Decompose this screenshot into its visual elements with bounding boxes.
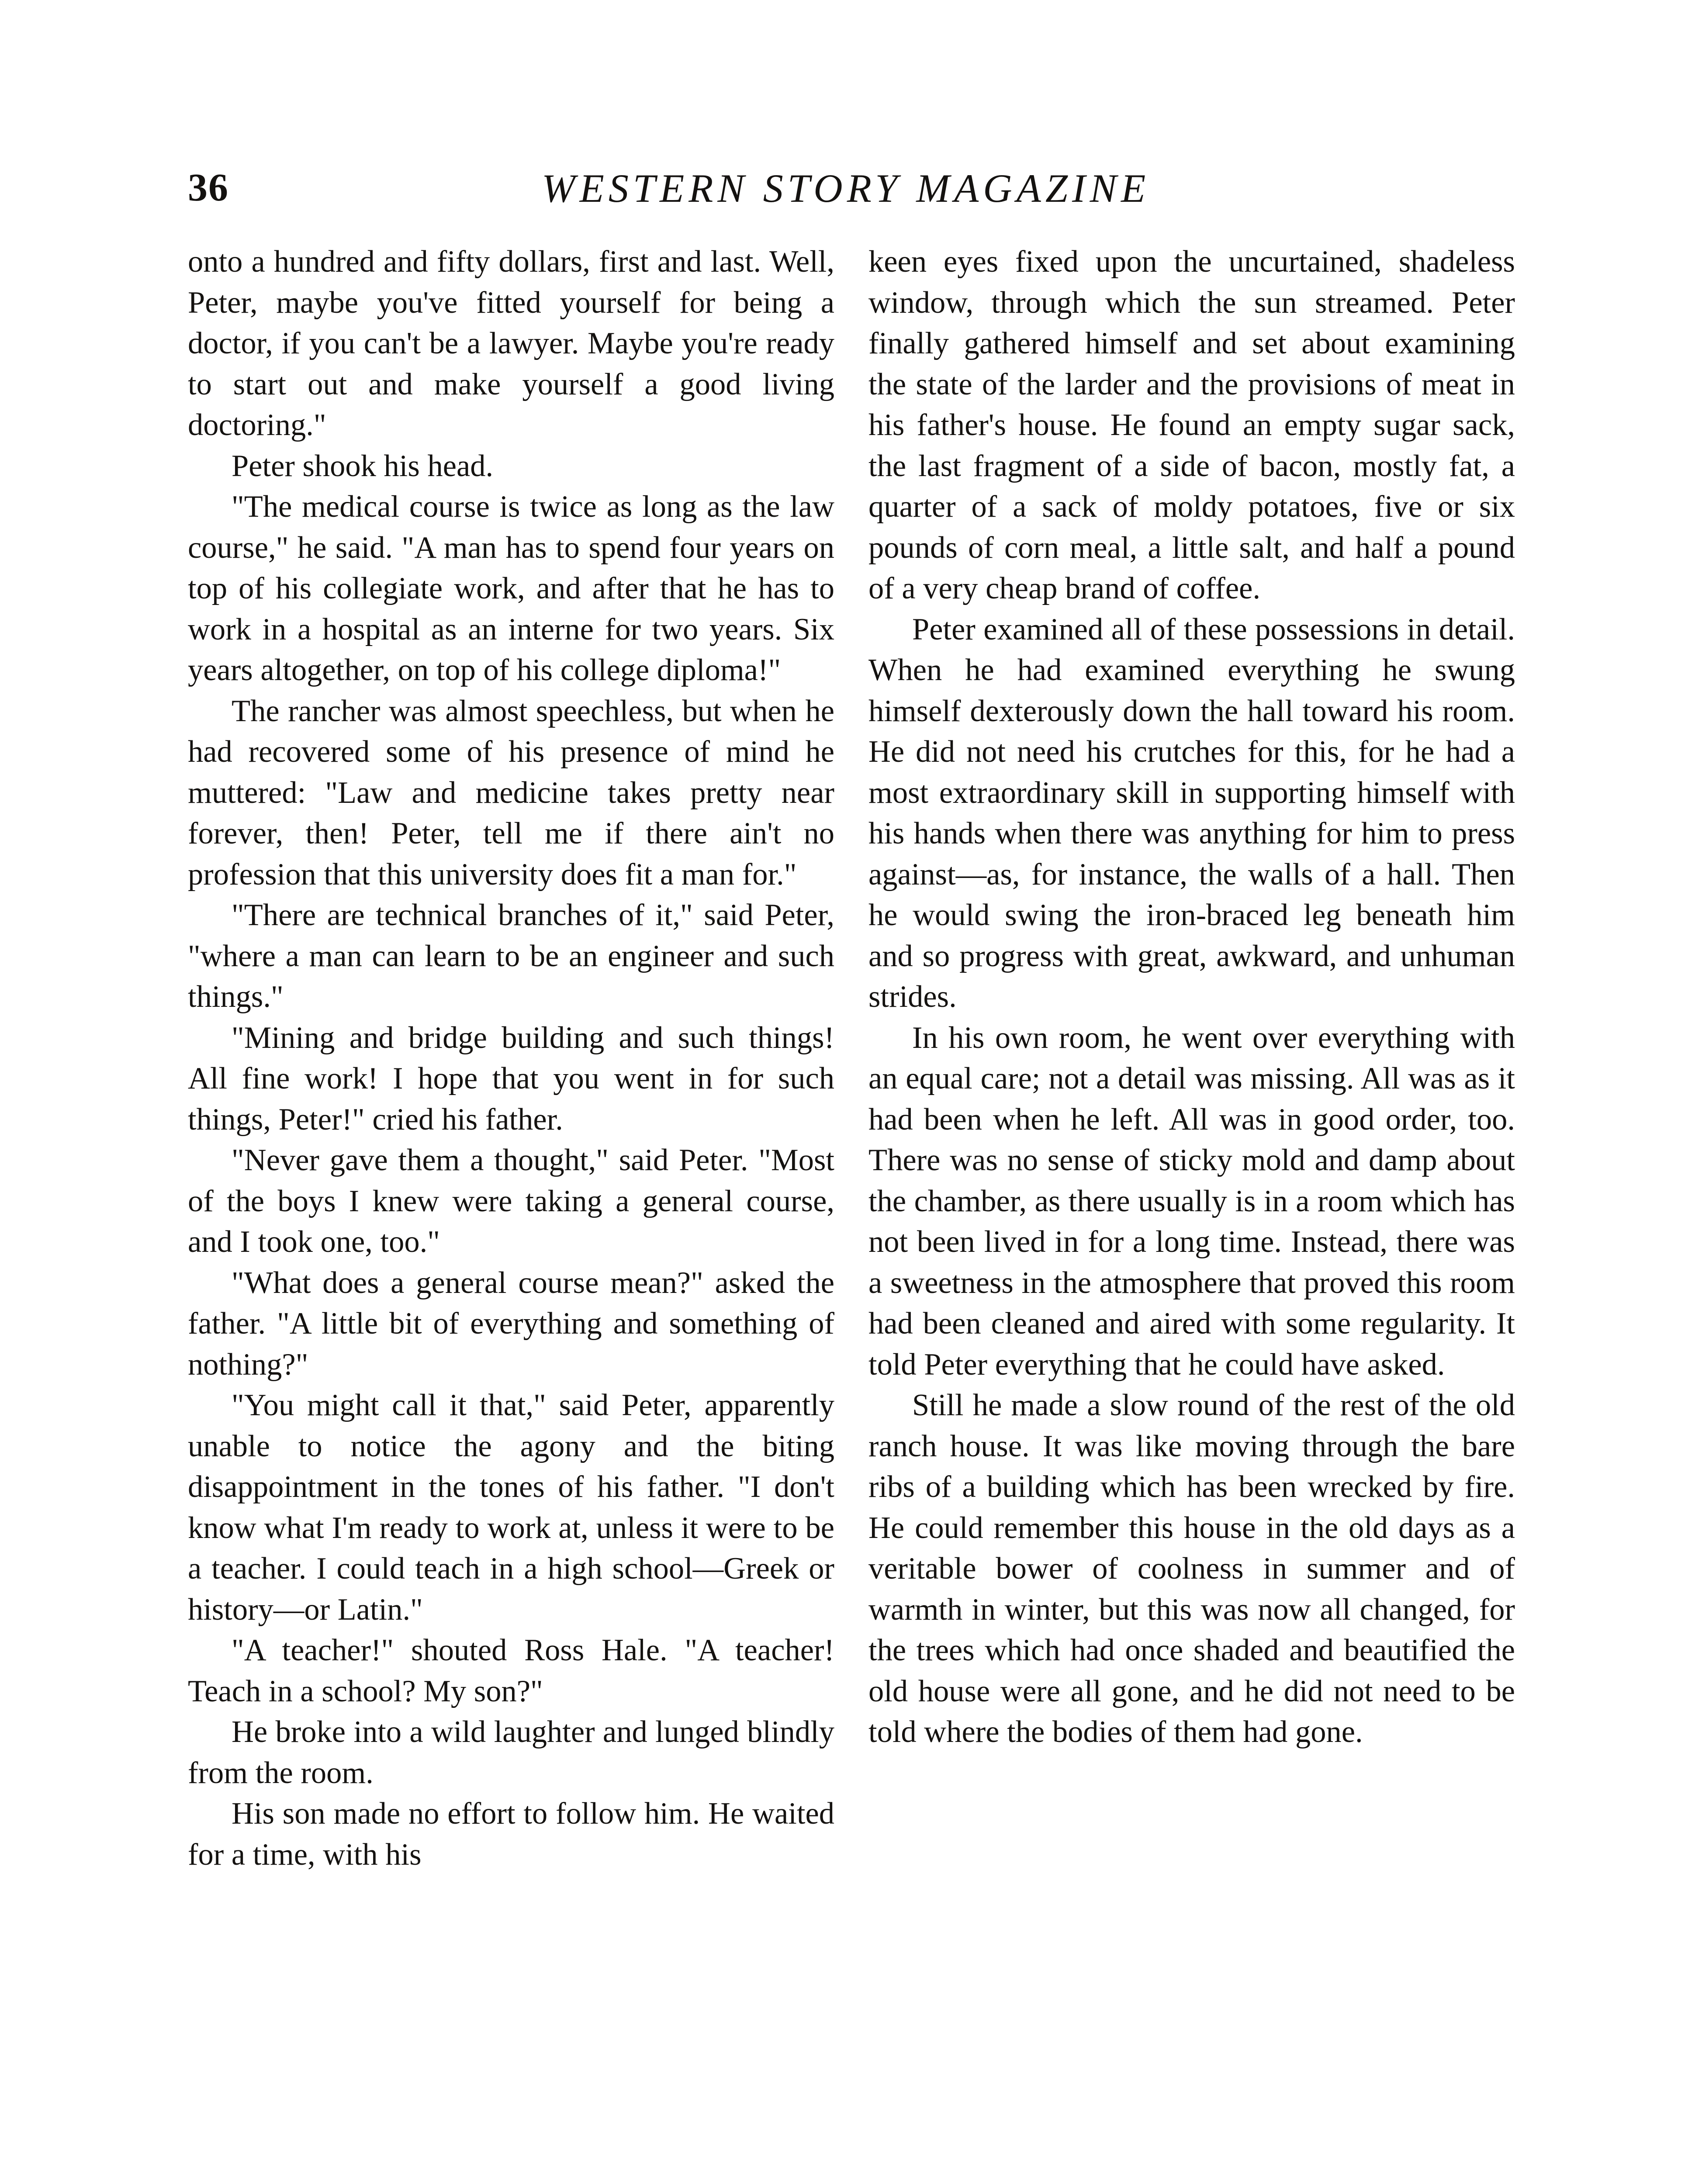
paragraph: "What does a general course mean?" asked the father. "A little bit of everything and something of nothing?" bbox=[188, 1265, 834, 1382]
paragraph: "Never gave them a thought," said Peter. "Most of the boys I knew were taking a general course, and I took one, too." bbox=[188, 1143, 834, 1259]
paragraph: Peter examined all of these possessions in detail. When he had examined everything he swung himself dexterously down the hall toward his room. He did not need his crutches for this, for he had a most extraordinary skill in supporting himself with his hands when there was anything for him to press against—as, for instance, the walls of a hall. Then he would swing the iron-braced leg beneath him and so progress with great, awkward, and unhuman strides. bbox=[868, 612, 1515, 1014]
magazine-title: WESTERN STORY MAGAZINE bbox=[542, 166, 1150, 211]
right-column bbox=[868, 242, 1515, 1753]
left-column bbox=[188, 242, 834, 1875]
page-number: 36 bbox=[188, 166, 229, 209]
paragraph: He broke into a wild laughter and lunged blindly from the room. bbox=[188, 1715, 834, 1790]
paragraph: Still he made a slow round of the rest of the old ranch house. It was like moving through the bare ribs of a building which has been wrecked by fire. He could remember this house in the old days as a veritable bower of coolness in summer and of warmth in winter, but this was now all changed, for the trees which had once shaded and beautified the old house were all gone, and he did not need to be told where the bodies of them had gone. bbox=[868, 1388, 1515, 1749]
paragraph: "The medical course is twice as long as the law course," he said. "A man has to spend four years on top of his collegiate work, and after that he has to work in a hospital as an interne for two years. Six years altogether, on top of his college diploma!" bbox=[188, 490, 834, 687]
paragraph: The rancher was almost speechless, but when he had recovered some of his presence of mind he muttered: "Law and medicine takes pretty near forever, then! Peter, tell me if there ain't no profession that this university does fit a man for." bbox=[188, 694, 834, 892]
paragraph: "A teacher!" shouted Ross Hale. "A teacher! Teach in a school? My son?" bbox=[188, 1633, 834, 1708]
paragraph: Peter shook his head. bbox=[232, 449, 494, 483]
paragraph: His son made no effort to follow him. He waited for a time, with his bbox=[188, 1797, 834, 1872]
paragraph: "There are technical branches of it," said Peter, "where a man can learn to be an engineer and such things." bbox=[188, 898, 834, 1014]
paragraph: "You might call it that," said Peter, apparently unable to notice the agony and the biting disappointment in the tones of his father. "I don't know what I'm ready to work at, unless it were to be a teacher. I could teach in a high school—Greek or history—or Latin." bbox=[188, 1388, 834, 1627]
paragraph: keen eyes fixed upon the uncurtained, shadeless window, through which the sun streamed. Peter finally gathered himself and set about examining the state of the larder and the provisions of meat in his father's house. He found an empty sugar sack, the last fragment of a side of bacon, mostly fat, a quarter of a sack of moldy potatoes, five or six pounds of corn meal, a little salt, and half a pound of a very cheap brand of coffee. bbox=[868, 245, 1515, 605]
paragraph: "Mining and bridge building and such things! All fine work! I hope that you went in for such things, Peter!" cried his father. bbox=[188, 1020, 834, 1137]
paragraph: In his own room, he went over everything with an equal care; not a detail was missing. All was as it had been when he left. All was in good order, too. There was no sense of sticky mold and damp about the chamber, as there usually is in a room which has not been lived in for a long time. Instead, there was a sweetness in the atmosphere that proved this room had been cleaned and aired with some regularity. It told Peter everything that he could have asked. bbox=[868, 1020, 1515, 1382]
paragraph: onto a hundred and fifty dollars, first and last. Well, Peter, maybe you've fitted yourself for being a doctor, if you can't be a lawyer. Maybe you're ready to start out and make yourself a good living doctoring." bbox=[188, 245, 834, 442]
